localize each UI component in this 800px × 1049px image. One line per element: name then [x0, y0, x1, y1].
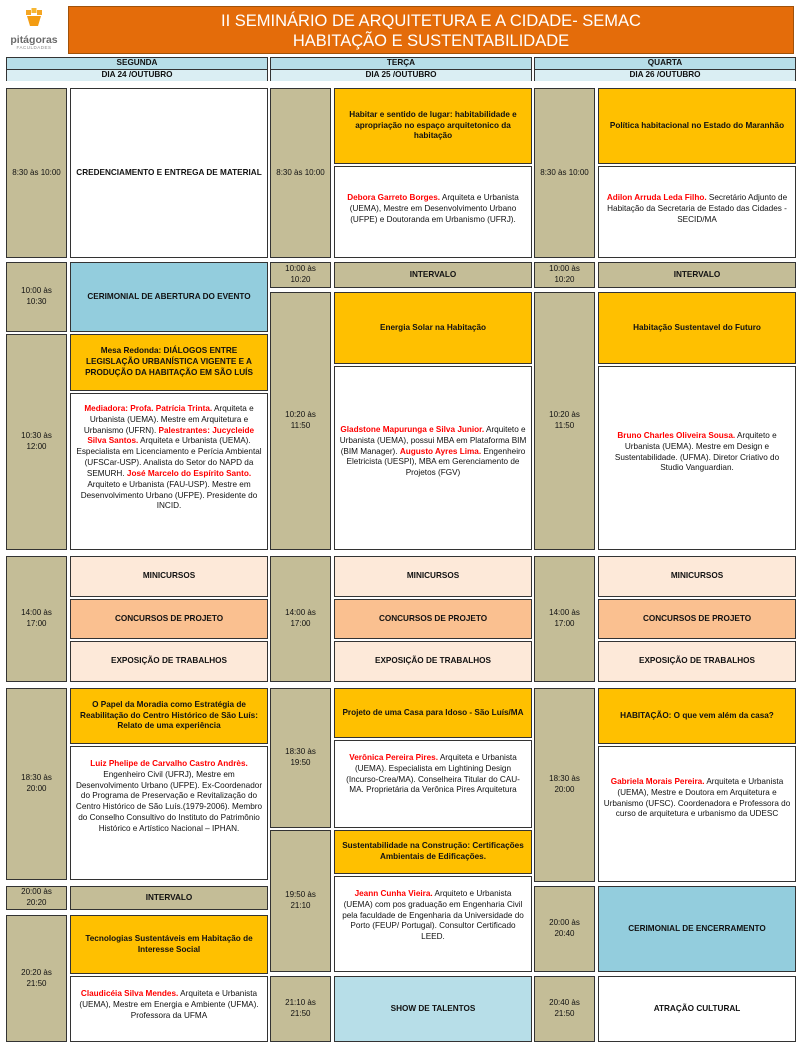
session-habitacao-alem-speaker	[598, 746, 796, 882]
speaker-desc: Arquiteta e Urbanista (UEMA), Mestre e Doutora em Arquitetura e Urbanismo (UFSC). Coordenadora e Professora do curso de arquitetura e urbanismo da UDESC	[603, 777, 791, 819]
speaker-desc: Arquiteto e Urbanista (UEMA) com pos graduação em Engenharia Civil pela faculdade de Engenharia da Universidade do Porto (FEUP/ Portugal). Consultor Certificado LEED.	[342, 889, 524, 942]
time-slot: 10:00 às 10:20	[270, 262, 331, 288]
time-slot: 8:30 às 10:00	[270, 88, 331, 258]
day-date: DIA 24 /OUTUBRO	[7, 70, 267, 81]
session-exposicao: EXPOSIÇÃO DE TRABALHOS	[334, 641, 532, 682]
session-casa-idoso-speaker	[334, 740, 532, 828]
session-intervalo: INTERVALO	[70, 886, 268, 910]
time-slot: 18:30 às 20:00	[534, 688, 595, 882]
session-concursos: CONCURSOS DE PROJETO	[334, 599, 532, 639]
day-header-monday	[6, 57, 268, 81]
session-show-talentos: SHOW DE TALENTOS	[334, 976, 532, 1042]
session-casa-idoso-title: Projeto de uma Casa para Idoso - São Luís/MA	[334, 688, 532, 738]
time-slot: 20:40 às 21:50	[534, 976, 595, 1042]
session-energia-solar-title: Energia Solar na Habitação	[334, 292, 532, 364]
day-name: QUARTA	[535, 58, 795, 70]
time-slot: 21:10 às 21:50	[270, 976, 331, 1042]
time-slot: 20:20 às 21:50	[6, 915, 67, 1042]
session-habitacao-alem-title: HABITAÇÃO: O que vem além da casa?	[598, 688, 796, 744]
speaker-name: Bruno Charles Oliveira Sousa.	[617, 431, 736, 440]
speaker-desc: Arquiteto e Urbanista (UEMA), possui MBA em Plataforma BIM (BIM Manager).	[339, 425, 527, 456]
time-slot: 10:20 às 11:50	[270, 292, 331, 550]
time-slot: 14:00 às 17:00	[534, 556, 595, 682]
mediator-desc: Arquiteta e Urbanista (UEMA). Mestre em Arquitetura e Urbanismo (UFRN).	[83, 404, 254, 435]
session-exposicao: EXPOSIÇÃO DE TRABALHOS	[70, 641, 268, 682]
session-cerimonial-abertura: CERIMONIAL DE ABERTURA DO EVENTO	[70, 262, 268, 332]
session-concursos: CONCURSOS DE PROJETO	[598, 599, 796, 639]
time-slot: 10:00 às 10:30	[6, 262, 67, 332]
session-sustentabilidade-title: Sustentabilidade na Construção: Certificações Ambientais de Edificações.	[334, 830, 532, 874]
day-date: DIA 25 /OUTUBRO	[271, 70, 531, 81]
day-name: SEGUNDA	[7, 58, 267, 70]
title-line-1: II SEMINÁRIO DE ARQUITETURA E A CIDADE- SEMAC	[221, 12, 641, 30]
logo-brand: pitágoras	[10, 34, 58, 46]
time-slot: 20:00 às 20:40	[534, 886, 595, 972]
panelist-label: Palestrantes: Jucycleide Silva Santos.	[87, 425, 255, 446]
time-slot: 14:00 às 17:00	[270, 556, 331, 682]
session-cerimonial-encerramento: CERIMONIAL DE ENCERRAMENTO	[598, 886, 796, 972]
day-date: DIA 26 /OUTUBRO	[535, 70, 795, 81]
speaker-name: Luiz Phelipe de Carvalho Castro Andrès.	[90, 759, 248, 768]
day-header-tuesday	[270, 57, 532, 81]
speaker-name: Jeann Cunha Vieira.	[354, 889, 433, 898]
session-intervalo: INTERVALO	[598, 262, 796, 288]
session-habitacao-futuro-title: Habitação Sustentavel do Futuro	[598, 292, 796, 364]
session-tecnologias-title: Tecnologias Sustentáveis em Habitação de Interesse Social	[70, 915, 268, 974]
speaker-desc: Arquiteta e Urbanista (UEMA). Especialista em Lightining Design (Incurso-Crea/MA). Conselheira Titular do CAU-MA. Proprietária da Verônica Pires Arquitetura	[346, 753, 520, 795]
time-slot: 8:30 às 10:00	[6, 88, 67, 258]
session-intervalo: INTERVALO	[334, 262, 532, 288]
speaker-desc: Arquiteto e Urbanista (UEMA). Mestre em Design e Sustentabilidade. (UFMA). Diretor Criativo do Studio Vanguardian.	[614, 431, 780, 473]
speaker-name: Claudicéia Silva Mendes.	[80, 989, 179, 998]
session-minicursos: MINICURSOS	[334, 556, 532, 597]
session-moradia-speaker	[70, 746, 268, 880]
session-politica-speaker	[598, 166, 796, 258]
session-tecnologias-speaker	[70, 976, 268, 1042]
speaker-desc: Engenheiro Eletricista (UESPI), MBA em Gerenciamento de Projetos (FGV)	[346, 446, 526, 478]
session-politica-title: Política habitacional no Estado do Maranhão	[598, 88, 796, 164]
speaker-desc: Arquiteta e Urbanista (UEMA), Mestre em Desenvolvimento Urbano (UFPE) e Doutoranda em Urbanismo (UFRJ).	[349, 193, 519, 224]
page-title	[68, 6, 794, 54]
session-mesa-redonda-title: Mesa Redonda: DIÁLOGOS ENTRE LEGISLAÇÃO URBANÍSTICA VIGENTE E A PRODUÇÃO DA HABITAÇÃO EM SÃO LUÍS	[70, 334, 268, 391]
logo	[4, 8, 64, 50]
speaker-desc: Arquiteta e Urbanista (UEMA), Mestre em Energia e Ambiente (UFMA). Professora da UFMA	[79, 989, 259, 1020]
speaker-desc: Secretário Adjunto de Habitação da Secretaria de Estado das Cidades - SECID/MA	[607, 193, 788, 224]
session-atracao-cultural: ATRAÇÃO CULTURAL	[598, 976, 796, 1042]
session-habitar-speaker	[334, 166, 532, 258]
mediator-label: Mediadora: Profa. Patrícia Trinta.	[84, 404, 213, 413]
time-slot: 18:30 às 20:00	[6, 688, 67, 880]
session-energia-solar-speakers	[334, 366, 532, 550]
session-mesa-redonda-speakers	[70, 393, 268, 550]
time-slot: 8:30 às 10:00	[534, 88, 595, 258]
speaker-name: Verônica Pereira Pires.	[349, 753, 438, 762]
panelist-name: José Marcelo do Espírito Santo.	[126, 468, 252, 478]
session-concursos: CONCURSOS DE PROJETO	[70, 599, 268, 639]
time-slot: 10:30 às 12:00	[6, 334, 67, 550]
logo-icon	[23, 8, 45, 28]
session-moradia-title: O Papel da Moradia como Estratégia de Reabilitação do Centro Histórico de São Luís: Relato de uma experiência	[70, 688, 268, 744]
session-exposicao: EXPOSIÇÃO DE TRABALHOS	[598, 641, 796, 682]
panelist-desc: Arquiteta e Urbanista (UEMA). Especialista em Licenciamento e Perícia Ambiental (UFSCar-USP). Analista do Setor do NAPD da SEMURH.	[76, 436, 262, 478]
time-slot: 14:00 às 17:00	[6, 556, 67, 682]
logo-subtitle: FACULDADES	[16, 45, 52, 50]
time-slot: 19:50 às 21:10	[270, 830, 331, 972]
panelist-desc: Arquiteto e Urbanista (FAU-USP). Mestre em Desenvolvimento Urbano (UFPE). Presidente do INCID.	[80, 479, 258, 511]
day-name: TERÇA	[271, 58, 531, 70]
day-header-wednesday	[534, 57, 796, 81]
speaker-name: Augusto Ayres Lima.	[399, 446, 482, 456]
session-habitacao-futuro-speaker	[598, 366, 796, 550]
speaker-name: Adilon Arruda Leda Filho.	[606, 193, 707, 202]
speaker-name: Gladstone Mapurunga e Silva Junior.	[340, 425, 485, 434]
time-slot: 20:00 às 20:20	[6, 886, 67, 910]
time-slot: 18:30 às 19:50	[270, 688, 331, 828]
session-habitar-title: Habitar e sentido de lugar: habitabilidade e apropriação no espaço arquitetonico da habitação	[334, 88, 532, 164]
time-slot: 10:20 às 11:50	[534, 292, 595, 550]
time-slot: 10:00 às 10:20	[534, 262, 595, 288]
session-minicursos: MINICURSOS	[598, 556, 796, 597]
speaker-name: Debora Garreto Borges.	[347, 193, 441, 202]
speaker-desc: Engenheiro Civil (UFRJ), Mestre em Desenvolvimento Urbano (UFPE). Ex-Coordenador do Programa de Preservação e Revitalização do Centro Histórico de São Luís.(1979-2006). Membro do Conselho Consultivo do Instituto do Patrimônio Histórico e Artístico Nacional – IPHAN.	[75, 769, 263, 833]
session-credenciamento: CREDENCIAMENTO E ENTREGA DE MATERIAL	[70, 88, 268, 258]
session-minicursos: MINICURSOS	[70, 556, 268, 597]
session-sustentabilidade-speaker	[334, 876, 532, 972]
title-line-2: HABITAÇÃO E SUSTENTABILIDADE	[292, 32, 570, 50]
speaker-name: Gabriela Morais Pereira.	[610, 777, 705, 786]
